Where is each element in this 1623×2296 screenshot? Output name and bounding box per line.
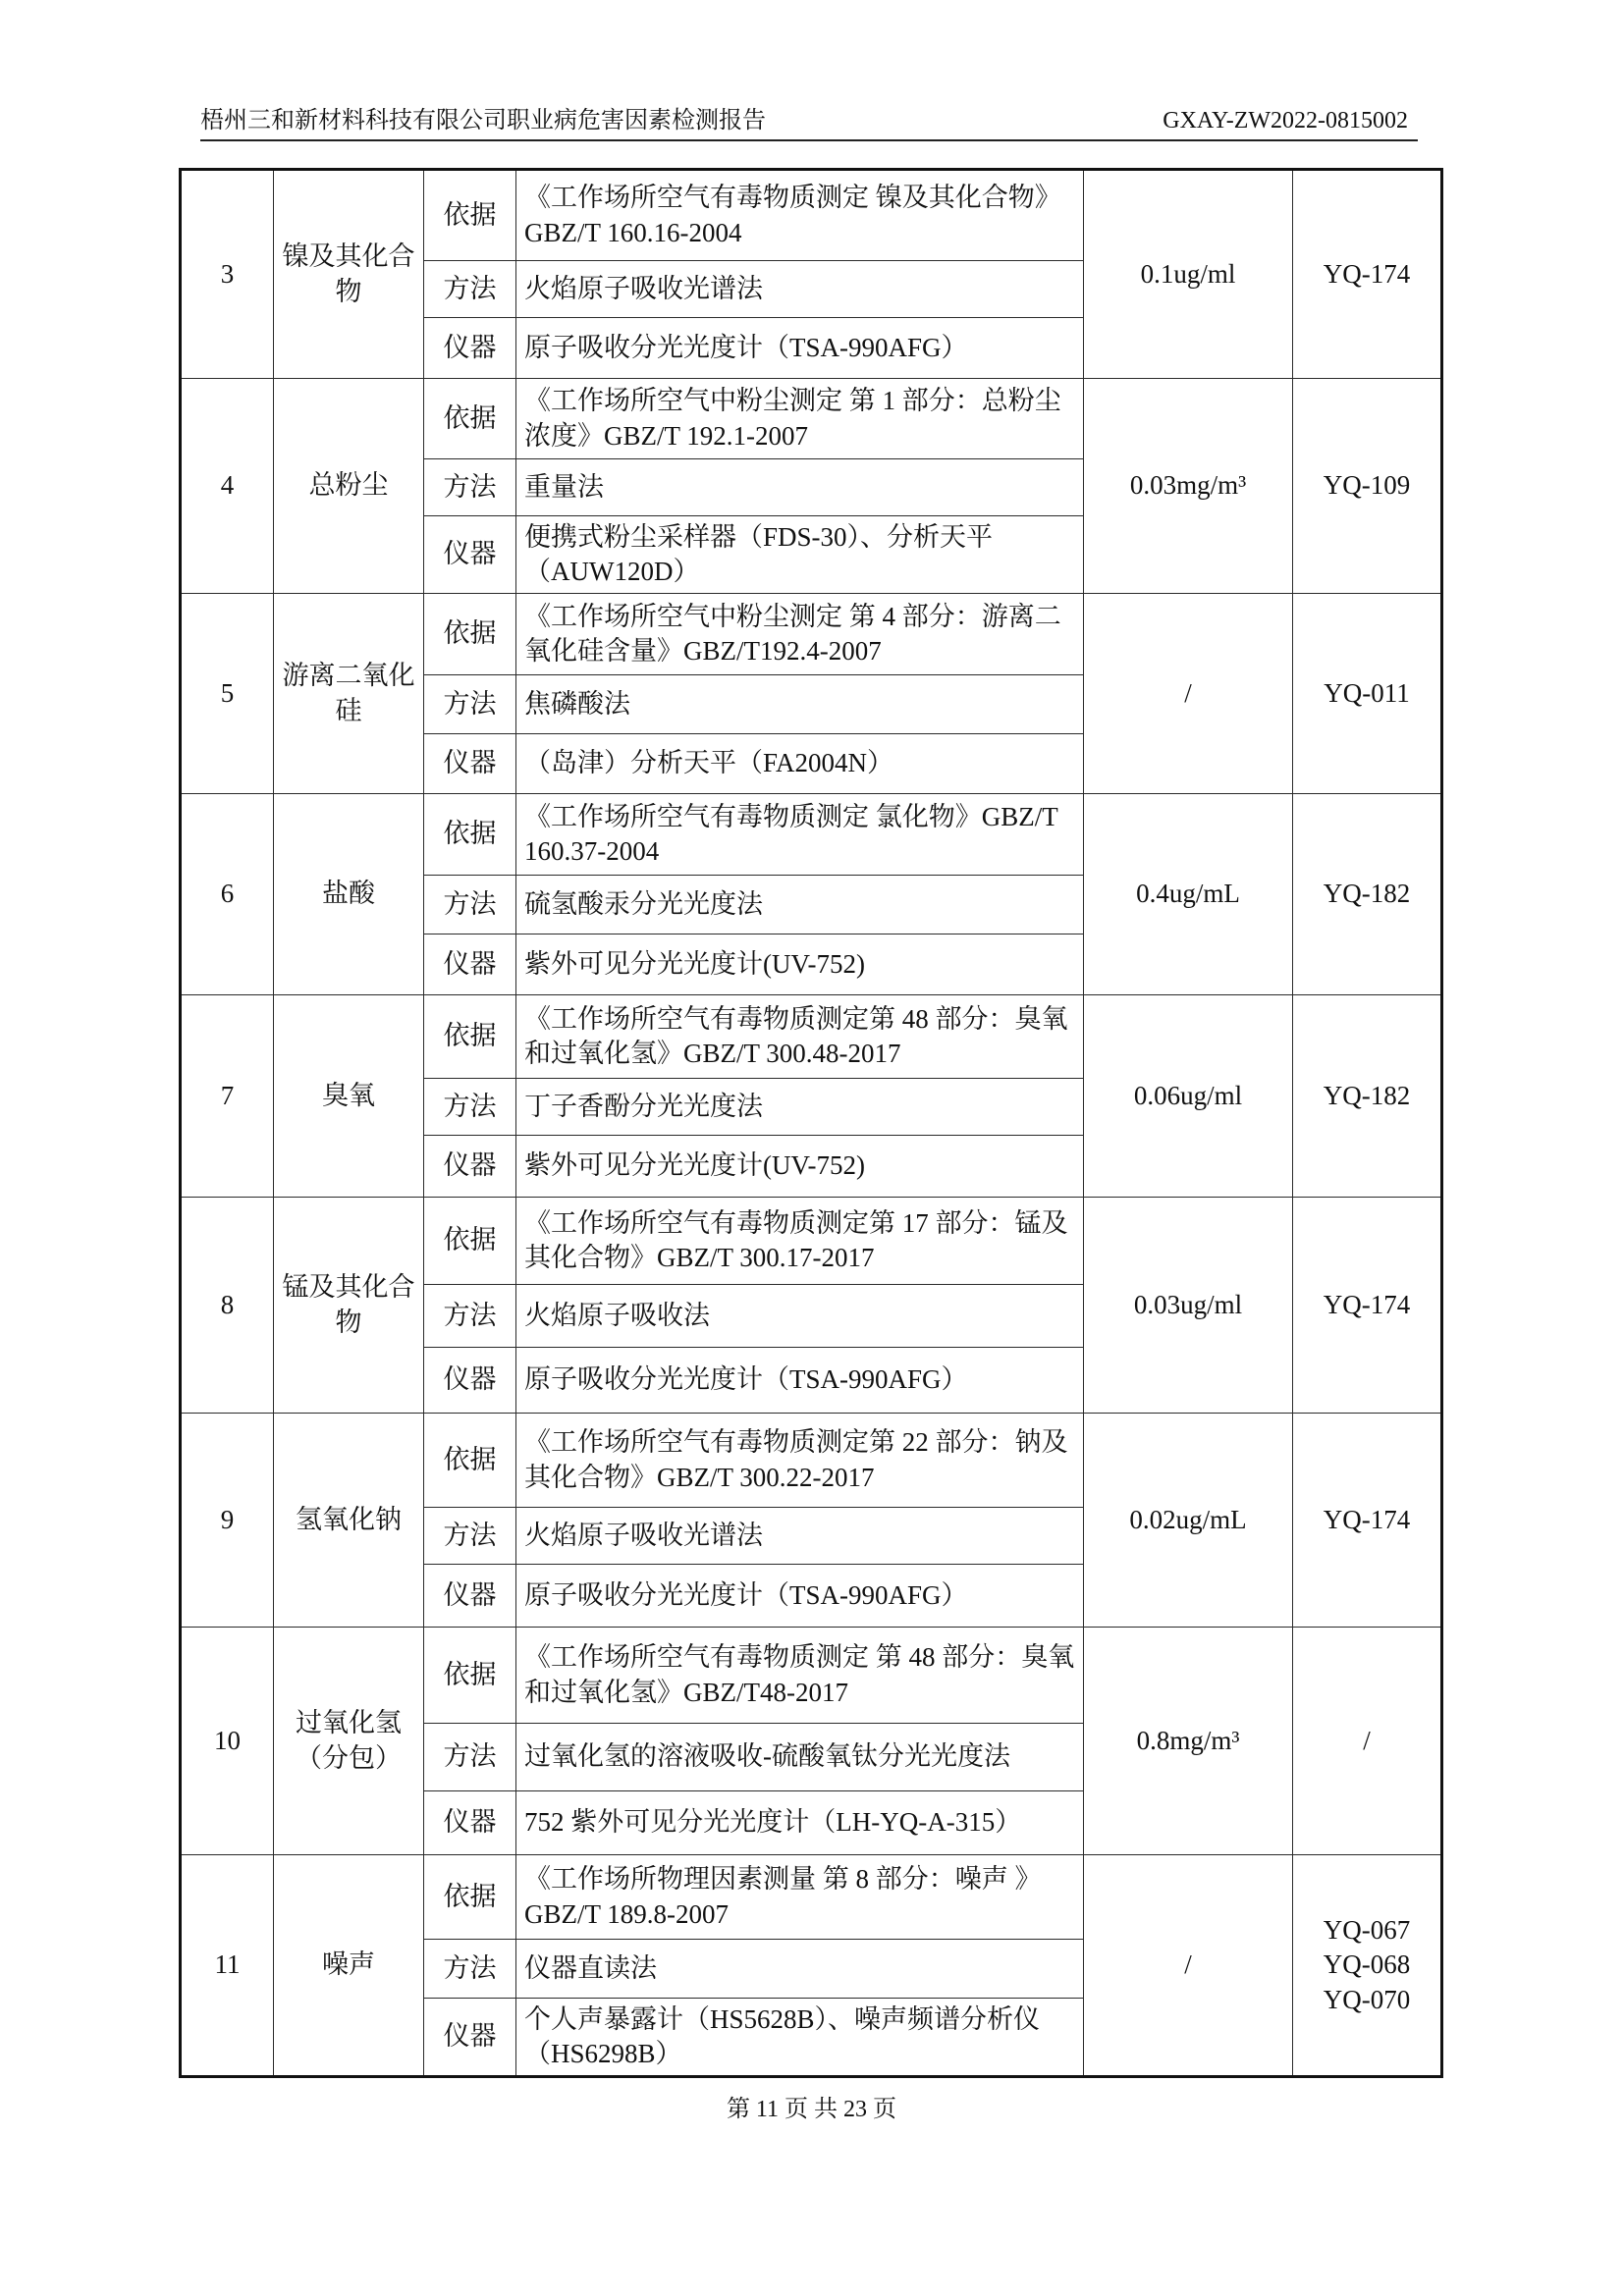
instrument-id: /	[1363, 1725, 1371, 1755]
instrument-id-cell	[1293, 379, 1442, 594]
report-number: GXAY-ZW2022-0815002	[1163, 108, 1408, 133]
basis-text: 《工作场所空气有毒物质测定第 48 部分：臭氧和过氧化氢》GBZ/T 300.48-2017	[516, 995, 1084, 1079]
detection-limit: 0.06ug/ml	[1084, 995, 1293, 1198]
table-row	[181, 379, 1442, 459]
instrument-text: 原子吸收分光光度计（TSA-990AFG）	[516, 1348, 1084, 1414]
method-text: 火焰原子吸收光谱法	[516, 1508, 1084, 1565]
instrument-id: YQ-011	[1324, 677, 1410, 708]
method-text: 仪器直读法	[516, 1940, 1084, 1999]
factor-name: 噪声	[274, 1855, 424, 2077]
basis-text: 《工作场所空气有毒物质测定第 17 部分：锰及其化合物》GBZ/T 300.17-2017	[516, 1198, 1084, 1285]
report-title: 梧州三和新材料科技有限公司职业病危害因素检测报告	[200, 108, 766, 133]
instrument-label: 仪器	[424, 1791, 516, 1855]
instrument-id-cell	[1293, 594, 1442, 794]
instrument-label: 仪器	[424, 1565, 516, 1628]
instrument-id-cell	[1293, 1628, 1442, 1855]
basis-label: 依据	[424, 1628, 516, 1724]
method-label: 方法	[424, 1508, 516, 1565]
factor-name: 镍及其化合物	[274, 170, 424, 379]
instrument-id: YQ-174	[1323, 258, 1411, 289]
instrument-text: 原子吸收分光光度计（TSA-990AFG）	[516, 318, 1084, 379]
basis-text: 《工作场所空气有毒物质测定第 22 部分：钠及其化合物》GBZ/T 300.22-2017	[516, 1414, 1084, 1508]
method-label: 方法	[424, 1285, 516, 1348]
method-text: 过氧化氢的溶液吸收-硫酸氧钛分光光度法	[516, 1724, 1084, 1791]
instrument-label: 仪器	[424, 1348, 516, 1414]
item-number: 6	[181, 794, 274, 995]
detection-limit: /	[1084, 1855, 1293, 2077]
instrument-id: YQ-174	[1323, 1504, 1411, 1534]
method-label: 方法	[424, 1079, 516, 1136]
method-label: 方法	[424, 1940, 516, 1999]
basis-label: 依据	[424, 379, 516, 459]
instrument-text: 原子吸收分光光度计（TSA-990AFG）	[516, 1565, 1084, 1628]
instrument-text: 紫外可见分光光度计(UV-752)	[516, 934, 1084, 995]
item-number: 5	[181, 594, 274, 794]
factor-name: 游离二氧化硅	[274, 594, 424, 794]
basis-text: 《工作场所物理因素测量 第 8 部分：噪声 》GBZ/T 189.8-2007	[516, 1855, 1084, 1940]
basis-text: 《工作场所空气有毒物质测定 第 48 部分：臭氧和过氧化氢》GBZ/T48-2017	[516, 1628, 1084, 1724]
item-number: 8	[181, 1198, 274, 1414]
table-row	[181, 1414, 1442, 1508]
instrument-text: 紫外可见分光光度计(UV-752)	[516, 1136, 1084, 1198]
instrument-id: YQ-182	[1323, 1080, 1411, 1110]
method-text: 硫氢酸汞分光光度法	[516, 876, 1084, 934]
instrument-id: YQ-109	[1323, 470, 1411, 501]
instrument-id: YQ-067	[1323, 1915, 1411, 1946]
detection-limit: /	[1084, 594, 1293, 794]
instrument-label: 仪器	[424, 318, 516, 379]
method-label: 方法	[424, 261, 516, 318]
page-number: 第 11 页 共 23 页	[726, 2097, 897, 2122]
table-row	[181, 794, 1442, 876]
method-label: 方法	[424, 876, 516, 934]
detection-limit: 0.02ug/mL	[1084, 1414, 1293, 1628]
instrument-id-cell	[1293, 1414, 1442, 1628]
instrument-label: 仪器	[424, 1999, 516, 2077]
instrument-text: 便携式粉尘采样器（FDS-30）、分析天平（AUW120D）	[516, 516, 1084, 594]
basis-label: 依据	[424, 170, 516, 261]
instrument-text: 个人声暴露计（HS5628B）、噪声频谱分析仪（HS6298B）	[516, 1999, 1084, 2077]
method-text: 焦磷酸法	[516, 675, 1084, 734]
factor-name: 锰及其化合物	[274, 1198, 424, 1414]
method-label: 方法	[424, 1724, 516, 1791]
factor-name: 氢氧化钠	[274, 1414, 424, 1628]
table-row	[181, 170, 1442, 261]
basis-text: 《工作场所空气中粉尘测定 第 1 部分：总粉尘浓度》GBZ/T 192.1-2007	[516, 379, 1084, 459]
instrument-text: 752 紫外可见分光光度计（LH-YQ-A-315）	[516, 1791, 1084, 1855]
basis-label: 依据	[424, 1855, 516, 1940]
method-table	[179, 168, 1443, 2078]
detection-limit: 0.1ug/ml	[1084, 170, 1293, 379]
instrument-label: 仪器	[424, 934, 516, 995]
method-text: 火焰原子吸收光谱法	[516, 261, 1084, 318]
method-text: 重量法	[516, 459, 1084, 516]
instrument-label: 仪器	[424, 516, 516, 594]
item-number: 3	[181, 170, 274, 379]
method-label: 方法	[424, 675, 516, 734]
basis-label: 依据	[424, 1414, 516, 1508]
method-label: 方法	[424, 459, 516, 516]
instrument-id: YQ-182	[1323, 879, 1411, 909]
detection-limit: 0.03ug/ml	[1084, 1198, 1293, 1414]
method-text: 丁子香酚分光光度法	[516, 1079, 1084, 1136]
basis-label: 依据	[424, 995, 516, 1079]
basis-text: 《工作场所空气中粉尘测定 第 4 部分：游离二氧化硅含量》GBZ/T192.4-2007	[516, 594, 1084, 675]
instrument-id-cell	[1293, 1198, 1442, 1414]
item-number: 11	[181, 1855, 274, 2077]
instrument-id-cell	[1293, 170, 1442, 379]
basis-label: 依据	[424, 594, 516, 675]
instrument-label: 仪器	[424, 734, 516, 794]
instrument-id-cell	[1293, 1855, 1442, 2077]
instrument-text: （岛津）分析天平（FA2004N）	[516, 734, 1084, 794]
detection-limit: 0.4ug/mL	[1084, 794, 1293, 995]
table-row	[181, 1855, 1442, 1940]
basis-label: 依据	[424, 794, 516, 876]
table-row	[181, 1628, 1442, 1724]
table-row	[181, 995, 1442, 1079]
factor-name: 过氧化氢（分包）	[274, 1628, 424, 1855]
item-number: 10	[181, 1628, 274, 1855]
factor-name: 臭氧	[274, 995, 424, 1198]
item-number: 4	[181, 379, 274, 594]
table-row	[181, 594, 1442, 675]
basis-text: 《工作场所空气有毒物质测定 氯化物》GBZ/T 160.37-2004	[516, 794, 1084, 876]
basis-text: 《工作场所空气有毒物质测定 镍及其化合物》GBZ/T 160.16-2004	[516, 170, 1084, 261]
factor-name: 盐酸	[274, 794, 424, 995]
page-header	[200, 102, 1418, 141]
instrument-id: YQ-174	[1323, 1289, 1411, 1319]
table-row	[181, 1198, 1442, 1285]
factor-name: 总粉尘	[274, 379, 424, 594]
item-number: 9	[181, 1414, 274, 1628]
instrument-label: 仪器	[424, 1136, 516, 1198]
instrument-id: YQ-068	[1323, 1949, 1411, 1980]
method-text: 火焰原子吸收法	[516, 1285, 1084, 1348]
instrument-id: YQ-070	[1323, 1984, 1411, 2014]
detection-limit: 0.03mg/m³	[1084, 379, 1293, 594]
detection-limit: 0.8mg/m³	[1084, 1628, 1293, 1855]
item-number: 7	[181, 995, 274, 1198]
instrument-id-cell	[1293, 794, 1442, 995]
basis-label: 依据	[424, 1198, 516, 1285]
instrument-id-cell	[1293, 995, 1442, 1198]
